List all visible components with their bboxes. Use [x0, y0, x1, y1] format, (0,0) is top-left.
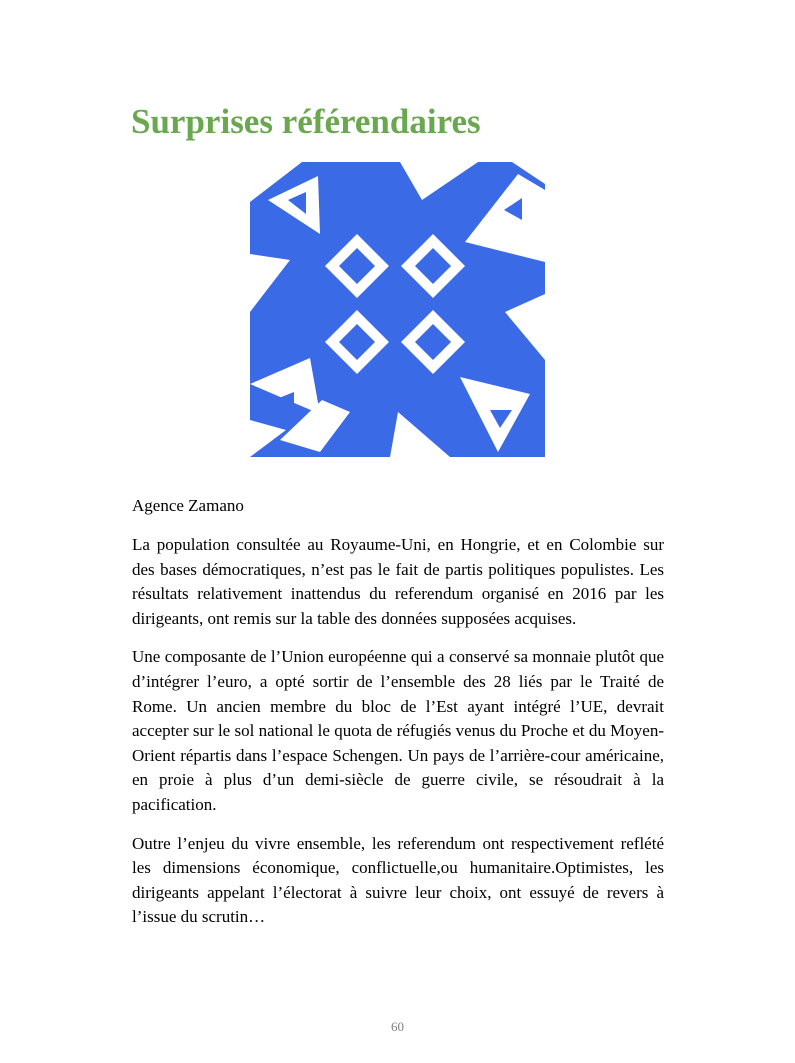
article-body — [132, 533, 664, 944]
geometric-pattern-icon — [250, 162, 545, 457]
paragraph: Une composante de l’Union européenne qui a conservé sa monnaie plutôt que d’intégrer l’euro, a opté sortir de l’ensemble des 28 liés par le Traité de Rome. Un ancien membre du bloc de l’Est ayant intégré l’UE, devrait accepter sur le sol national le quota de réfugiés venus du Proche et du Moyen-Orient répartis dans l’espace Schengen. Un pays de l’arrière-cour américaine, en proie à plus d’un demi-siècle de guerre civile, se résoudrait à la pacification. — [132, 647, 664, 814]
paragraph: Outre l’enjeu du vivre ensemble, les referendum ont respectivement reflété les dimensions économique, conflictuelle,ou humanitaire.Optimistes, les dirigeants appelant l’électorat à suivre leur choix, ont essuyé de revers à l’issue du scrutin… — [132, 833, 664, 927]
page-title: Surprises référendaires — [131, 102, 481, 141]
byline: Agence Zamano — [132, 496, 244, 515]
page-number: 60 — [391, 1019, 404, 1034]
paragraph: La population consultée au Royaume-Uni, en Hongrie, et en Colombie sur des bases démocratiques, n’est pas le fait de partis politiques populistes. Les résultats relativement inattendus du referendum organisé en 2016 par les dirigeants, ont remis sur la table des données supposées acquises. — [132, 535, 664, 628]
article-illustration — [250, 162, 545, 457]
